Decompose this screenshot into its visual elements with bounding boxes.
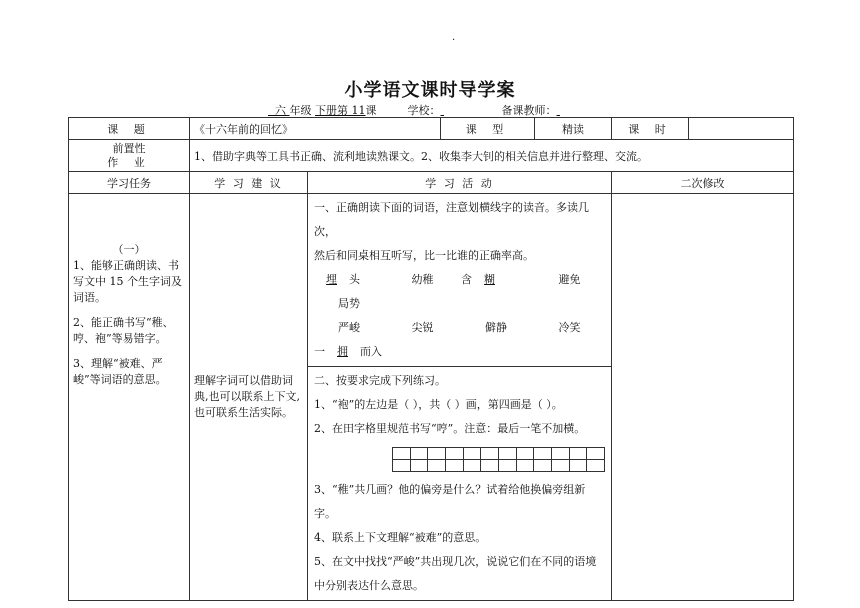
task-cell (69, 194, 190, 601)
task-heading: （一） (112, 243, 146, 256)
task-item: 1、能够正确朗读、书写文中 15 个生字词及词语。 (73, 259, 182, 304)
teacher-label: 备课教师： (501, 104, 557, 117)
teacher-blank[interactable] (557, 104, 571, 117)
question-3: 3、“稚”共几画？他的偏旁是什么？试着给他换偏旁组新字。 (314, 483, 586, 520)
prework-label-line2: 作 业 (107, 155, 151, 169)
lesson-label: 课 (365, 104, 377, 117)
activity-one-intro: 一、正确朗读下面的词语，注意划横线字的读音。多读几次， (314, 201, 589, 238)
col-task-header: 学习任务 (69, 172, 190, 194)
word-item: 僻静 (485, 321, 507, 334)
activity-one-cell (308, 194, 612, 367)
lesson-info-line (268, 102, 571, 118)
question-2: 2、在田字格里规范书写“哼”。注意：最后一笔不加横。 (314, 422, 586, 435)
prework-label-line1: 前置性 (112, 141, 146, 155)
term-value: 下册 (315, 104, 337, 117)
activity-one-intro: 然后和同桌相互听写，比一比谁的正确率高。 (314, 249, 534, 262)
advice-text: 理解字词可以借助词典,也可以联系上下文,也可联系生活实际。 (194, 374, 300, 419)
prework-label (69, 140, 190, 172)
question-1: 1、“袍”的左边是（ ），共（ ）画，第四画是（ ）。 (314, 398, 563, 411)
school-label: 学校： (407, 104, 441, 117)
grade-value: 六 (275, 104, 286, 117)
word-list-row-2 (314, 316, 605, 364)
word-item: 冷笑 (558, 321, 581, 334)
page-dot: . (452, 32, 456, 43)
page-title: 小学语文课时导学案 (344, 80, 516, 101)
topic-label: 课 题 (69, 118, 190, 140)
school-blank[interactable] (441, 104, 467, 117)
word-item: 含 糊 (461, 273, 495, 286)
word-item: 严峻 (338, 321, 360, 334)
column-header-row (69, 172, 794, 194)
grade-label: 年级 (289, 104, 312, 117)
hours-value[interactable] (689, 118, 794, 140)
col-activity-header: 学 习 活 动 (308, 172, 612, 194)
task-item: 3、理解“被难、严峻”等词语的意思。 (73, 357, 167, 386)
type-label: 课 型 (441, 118, 535, 140)
word-item: 避免 (558, 273, 581, 286)
topic-row (69, 118, 794, 140)
question-4: 4、联系上下文理解“被难”的意思。 (314, 531, 487, 544)
advice-cell (190, 194, 308, 601)
word-item: 埋 头 (326, 273, 360, 286)
word-item: 尖锐 (411, 321, 434, 334)
revise-cell[interactable] (612, 194, 794, 601)
question-5-cont: 中分别表达什么意思。 (314, 579, 424, 592)
word-item: 局势 (338, 297, 360, 310)
col-advice-header: 学 习 建 议 (190, 172, 308, 194)
hours-label: 课 时 (612, 118, 689, 140)
word-list-row-1 (314, 268, 605, 316)
tianzige-grid[interactable] (392, 447, 605, 472)
task-item: 2、能正确书写“稚、哼、袍”等易错字。 (73, 316, 174, 345)
prework-content: 1、借助字典等工具书正确、流利地读熟课文。2、收集李大钊的相关信息并进行整理、交流。 (190, 140, 794, 172)
prework-row (69, 140, 794, 172)
question-5: 5、在文中找找“严峻”共出现几次，说说它们在不同的语境 (314, 555, 597, 568)
word-item: 幼稚 (411, 273, 434, 286)
col-revise-header: 二次修改 (612, 172, 794, 194)
type-value: 精读 (535, 118, 612, 140)
lesson-plan-table (68, 117, 794, 601)
activity-two-title: 二、按要求完成下列练习。 (314, 374, 446, 387)
word-item: 一 拥 而入 (314, 345, 382, 358)
topic-value: 《十六年前的回忆》 (190, 118, 441, 140)
activity-row-1 (69, 194, 794, 367)
activity-two-cell (308, 367, 612, 601)
lesson-value: 第 11 (337, 104, 366, 117)
